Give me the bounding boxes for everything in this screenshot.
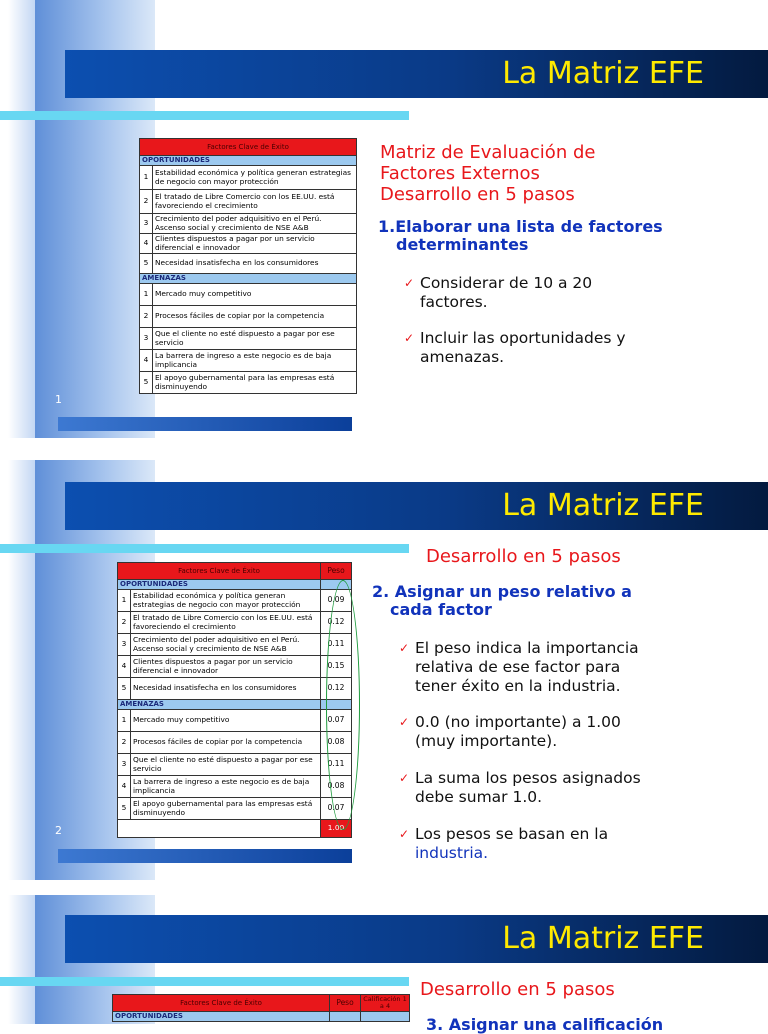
section-opportunities: OPORTUNIDADES (113, 1012, 330, 1022)
row-number: 1 (118, 590, 131, 612)
checkmark-icon: ✓ (399, 641, 410, 655)
factor-text: Crecimiento del poder adquisitivo en el Perú. Ascenso social y crecimiento de NSE A&B (131, 634, 321, 656)
slide-2 (0, 460, 768, 880)
section-opportunities: OPORTUNIDADES (140, 156, 357, 166)
factors-table (139, 138, 357, 394)
bullet-text: Incluir las oportunidades y (420, 329, 626, 347)
factor-text: Mercado muy competitivo (131, 710, 321, 732)
weight-value: 0.12 (321, 678, 352, 700)
step-line: cada factor (390, 600, 492, 619)
decor-band (8, 895, 38, 1024)
slide-heading: Desarrollo en 5 pasos (426, 546, 621, 567)
weight-header: Peso (330, 995, 361, 1012)
bullet-item (399, 769, 641, 807)
step-line: 2. Asignar un peso relativo a (372, 582, 632, 601)
row-number: 3 (118, 634, 131, 656)
factor-text: Necesidad insatisfecha en los consumidores (131, 678, 321, 700)
bullet-text: industria. (415, 844, 489, 862)
slide-title: La Matriz EFE (502, 921, 704, 956)
step-title (378, 218, 663, 254)
factor-text: Clientes dispuestos a pagar por un servicio diferencial e innovador (131, 656, 321, 678)
slide-number: 1 (55, 393, 62, 406)
row-number: 4 (118, 656, 131, 678)
slide-title: La Matriz EFE (502, 488, 704, 523)
factor-text: El tratado de Libre Comercio con los EE.UU. está favoreciendo el crecimiento (153, 190, 357, 214)
weight-value: 0.11 (321, 754, 352, 776)
bullet-text: Considerar de 10 a 20 (420, 274, 593, 292)
weight-value: 0.07 (321, 710, 352, 732)
title-bar (65, 50, 768, 98)
row-number: 3 (140, 328, 153, 350)
factor-text: La barrera de ingreso a este negocio es de baja implicancia (131, 776, 321, 798)
slide-number: 2 (55, 824, 62, 837)
rating-header: Calificación 1 a 4 (361, 995, 410, 1012)
row-number: 3 (118, 754, 131, 776)
row-number: 5 (140, 254, 153, 274)
row-number: 1 (118, 710, 131, 732)
slide-heading: Desarrollo en 5 pasos (420, 979, 615, 1000)
factor-text: Procesos fáciles de copiar por la competencia (153, 306, 357, 328)
slide-title: La Matriz EFE (502, 56, 704, 91)
row-number: 5 (140, 372, 153, 394)
bullet-text: (muy importante). (415, 732, 558, 750)
slide-3 (0, 895, 768, 1034)
row-number: 2 (140, 306, 153, 328)
step-title (372, 583, 632, 619)
factor-text: Mercado muy competitivo (153, 284, 357, 306)
bullet-text: relativa de ese factor para (415, 658, 621, 676)
step-line: 1.Elaborar una lista de factores (378, 217, 663, 236)
accent-bar (0, 111, 409, 120)
weight-value: 0.11 (321, 634, 352, 656)
bullet-text: 0.0 (no importante) a 1.00 (415, 713, 621, 731)
row-number: 5 (118, 798, 131, 820)
row-number: 2 (118, 612, 131, 634)
factor-text: Clientes dispuestos a pagar por un servicio diferencial e innovador (153, 234, 357, 254)
factor-text: Que el cliente no esté dispuesto a pagar por ese servicio (153, 328, 357, 350)
bullet-item (404, 274, 593, 312)
factor-text: El apoyo gubernamental para las empresas está disminuyendo (131, 798, 321, 820)
weight-value: 0.15 (321, 656, 352, 678)
step-line: determinantes (396, 235, 529, 254)
table-header: Factores Clave de Éxito (118, 563, 321, 580)
accent-bar (0, 977, 409, 986)
factor-text: Procesos fáciles de copiar por la competencia (131, 732, 321, 754)
slide-heading (380, 142, 595, 205)
bullet-text: El peso indica la importancia (415, 639, 639, 657)
factor-text: Estabilidad económica y política generan estrategias de negocio con mayor protección (153, 166, 357, 190)
bullet-text: Los pesos se basan en la (415, 825, 609, 843)
title-bar (65, 915, 768, 963)
weight-value: 0.09 (321, 590, 352, 612)
row-number: 5 (118, 678, 131, 700)
bullet-item (404, 329, 626, 367)
bullet-text: debe sumar 1.0. (415, 788, 543, 806)
row-number: 1 (140, 284, 153, 306)
row-number: 4 (118, 776, 131, 798)
factor-text: Que el cliente no esté dispuesto a pagar por ese servicio (131, 754, 321, 776)
weight-total: 1.00 (321, 820, 352, 838)
checkmark-icon: ✓ (399, 715, 410, 729)
section-threats: AMENAZAS (118, 700, 321, 710)
factor-text: El apoyo gubernamental para las empresas está disminuyendo (153, 372, 357, 394)
row-number: 4 (140, 350, 153, 372)
weight-value: 0.12 (321, 612, 352, 634)
row-number: 4 (140, 234, 153, 254)
slide-1 (0, 0, 768, 438)
checkmark-icon: ✓ (404, 331, 415, 345)
section-threats: AMENAZAS (140, 274, 357, 284)
heading-line: Factores Externos (380, 163, 540, 184)
decor-band (8, 0, 38, 438)
table-header: Factores Clave de Éxito (113, 995, 330, 1012)
heading-line: Matriz de Evaluación de (380, 142, 596, 163)
table-header: Factores Clave de Éxito (140, 139, 357, 156)
row-number: 2 (118, 732, 131, 754)
decor-band (8, 460, 38, 880)
checkmark-icon: ✓ (399, 827, 410, 841)
bullet-text: factores. (420, 293, 488, 311)
weight-value: 0.08 (321, 776, 352, 798)
weight-value: 0.08 (321, 732, 352, 754)
bullet-text: La suma los pesos asignados (415, 769, 641, 787)
bullet-text: tener éxito en la industria. (415, 677, 621, 695)
row-number: 1 (140, 166, 153, 190)
checkmark-icon: ✓ (399, 771, 410, 785)
factor-text: La barrera de ingreso a este negocio es de baja implicancia (153, 350, 357, 372)
row-number: 3 (140, 214, 153, 234)
heading-line: Desarrollo en 5 pasos (380, 184, 575, 205)
factor-text: Crecimiento del poder adquisitivo en el Perú. Ascenso social y crecimiento de NSE A&B (153, 214, 357, 234)
checkmark-icon: ✓ (404, 276, 415, 290)
row-number: 2 (140, 190, 153, 214)
factor-text: El tratado de Libre Comercio con los EE.UU. está favoreciendo el crecimiento (131, 612, 321, 634)
step-title: 3. Asignar una calificación (426, 1015, 664, 1034)
accent-bar (0, 544, 409, 553)
section-opportunities: OPORTUNIDADES (118, 580, 321, 590)
weights-highlight-oval (326, 580, 360, 830)
factor-text: Necesidad insatisfecha en los consumidores (153, 254, 357, 274)
weights-table (117, 562, 352, 838)
weight-header: Peso (321, 563, 352, 580)
bullet-item (399, 825, 609, 863)
title-bar (65, 482, 768, 530)
footer-bar (58, 849, 352, 863)
bullet-text: amenazas. (420, 348, 505, 366)
weight-value: 0.07 (321, 798, 352, 820)
footer-bar (58, 417, 352, 431)
ratings-table (112, 994, 410, 1022)
factor-text: Estabilidad económica y política generan estrategias de negocio con mayor protección (131, 590, 321, 612)
bullet-item (399, 713, 621, 751)
bullet-item (399, 639, 639, 696)
